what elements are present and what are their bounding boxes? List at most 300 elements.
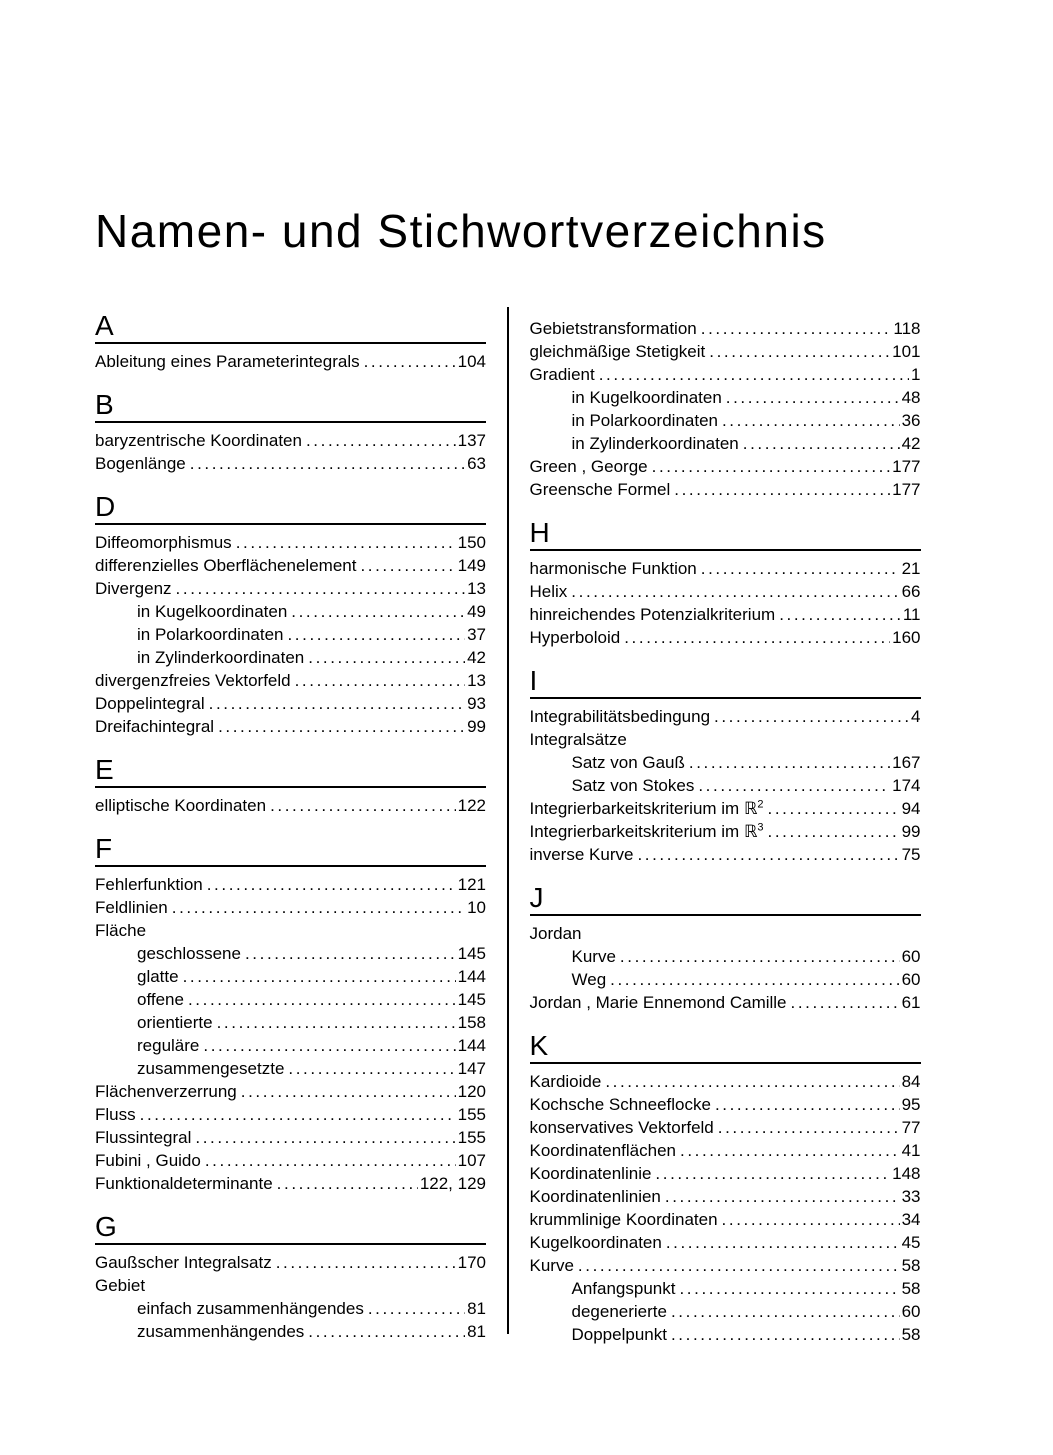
entry-label-text: gleichmäßige Stetigkeit <box>529 341 706 361</box>
entry-label-text: zusammenhängendes <box>137 1321 305 1341</box>
section-letter: G <box>95 1212 486 1245</box>
index-entry <box>530 945 921 968</box>
section-letter: F <box>95 834 486 867</box>
dot-leader <box>218 715 465 738</box>
index-entry <box>95 1034 486 1057</box>
index-section <box>95 390 486 475</box>
page-number: 148 <box>892 1163 921 1183</box>
entry-label <box>530 1208 718 1231</box>
index-entry <box>95 1080 486 1103</box>
index-entry <box>530 1139 921 1162</box>
dot-leader <box>718 1116 900 1139</box>
index-entry <box>530 843 921 866</box>
index-entry <box>95 1297 486 1320</box>
dot-leader <box>768 820 900 843</box>
page-number: 60 <box>901 969 921 989</box>
entry-label <box>530 1162 652 1185</box>
index-entry <box>95 554 486 577</box>
entry-label-text: Integralsätze <box>529 729 627 749</box>
entry-label <box>95 692 205 715</box>
entry-list <box>530 551 921 649</box>
entry-label <box>95 1172 273 1195</box>
index-entry <box>530 1162 921 1185</box>
dot-leader <box>287 623 465 646</box>
entry-label <box>137 1011 213 1034</box>
dot-leader <box>245 942 456 965</box>
entry-label-text: hinreichendes Potenzialkriterium <box>529 604 776 624</box>
dot-leader <box>364 350 456 373</box>
page-number: 81 <box>467 1298 486 1318</box>
page-number: 49 <box>467 601 486 621</box>
dot-leader <box>674 478 890 501</box>
page-number: 45 <box>901 1232 921 1252</box>
entry-label <box>95 554 356 577</box>
entry-label-text: Greensche Formel <box>529 479 671 499</box>
entry-label <box>530 626 621 649</box>
index-entry <box>530 968 921 991</box>
index-entry <box>530 409 921 432</box>
index-entry <box>95 1057 486 1080</box>
index-entry <box>530 1070 921 1093</box>
page-number: 174 <box>892 775 921 795</box>
page-number: 42 <box>467 647 486 667</box>
index-section <box>530 666 921 866</box>
index-entry <box>530 340 921 363</box>
entry-label-text: Integrierbarkeitskriterium im ℝ <box>529 821 758 841</box>
entry-label-text: in Zylinderkoordinaten <box>137 647 305 667</box>
page-number: 95 <box>901 1094 921 1114</box>
entry-label-text: reguläre <box>137 1035 200 1055</box>
dot-leader <box>689 751 890 774</box>
entry-label <box>530 922 582 945</box>
entry-label <box>137 965 179 988</box>
section-letter: H <box>530 518 921 551</box>
entry-label-text: Koordinatenflächen <box>529 1140 677 1160</box>
dot-leader <box>680 1139 900 1162</box>
index-entry <box>95 873 486 896</box>
entry-label-text: Integrabilitätsbedingung <box>529 706 711 726</box>
entry-list <box>95 1245 486 1343</box>
entry-label <box>572 968 607 991</box>
index-entry <box>530 626 921 649</box>
index-entry <box>530 751 921 774</box>
page-number: 120 <box>457 1081 486 1101</box>
dot-leader <box>665 1185 900 1208</box>
entry-label-text: Koordinatenlinie <box>529 1163 652 1183</box>
page-number: 58 <box>901 1324 921 1344</box>
entry-list <box>530 916 921 1014</box>
index-entry <box>530 705 921 728</box>
entry-label <box>572 1277 676 1300</box>
index-entry <box>95 794 486 817</box>
entry-label-text: Gaußscher Integralsatz <box>95 1252 272 1272</box>
page-title: Namen- und Stichwortverzeichnis <box>95 205 827 257</box>
index-entry <box>530 1208 921 1231</box>
entry-label-text: krummlinige Koordinaten <box>529 1209 718 1229</box>
entry-label <box>95 452 186 475</box>
page-number: 104 <box>457 351 486 371</box>
index-entry <box>530 820 921 843</box>
entry-label <box>530 557 697 580</box>
index-entry <box>95 692 486 715</box>
entry-list <box>95 788 486 817</box>
page-number: 149 <box>457 555 486 575</box>
dot-leader <box>714 705 909 728</box>
index-entry <box>95 350 486 373</box>
entry-label <box>530 1254 574 1277</box>
entry-label-text: Jordan <box>529 923 582 943</box>
index-entry <box>95 1320 486 1343</box>
dot-leader <box>368 1297 465 1320</box>
entry-label-text: in Polarkoordinaten <box>137 624 284 644</box>
entry-label-text: in Polarkoordinaten <box>571 410 718 430</box>
section-letter: K <box>530 1031 921 1064</box>
entry-label <box>530 1139 677 1162</box>
index-section <box>95 1212 486 1343</box>
entry-label <box>530 1093 711 1116</box>
page-number: 93 <box>467 693 486 713</box>
dot-leader <box>779 603 901 626</box>
dot-leader <box>722 1208 900 1231</box>
entry-label-text: Funktionaldeterminante <box>95 1173 273 1193</box>
index-entry <box>95 600 486 623</box>
section-letter: A <box>95 311 486 344</box>
dot-leader <box>360 554 455 577</box>
page-number: 122 <box>457 795 486 815</box>
dot-leader <box>270 794 456 817</box>
section-letter: I <box>530 666 921 699</box>
dot-leader <box>652 455 891 478</box>
page-number: 77 <box>901 1117 921 1137</box>
entry-label <box>95 350 360 373</box>
dot-leader <box>698 774 890 797</box>
entry-label <box>95 873 203 896</box>
page-number: 66 <box>901 581 921 601</box>
dot-leader <box>205 1149 456 1172</box>
entry-label <box>530 1116 714 1139</box>
index-section <box>530 1031 921 1346</box>
entry-label-text: geschlossene <box>137 943 241 963</box>
dot-leader <box>306 429 456 452</box>
index-section <box>530 883 921 1014</box>
entry-label <box>95 1103 136 1126</box>
entry-label-text: Koordinatenlinien <box>529 1186 661 1206</box>
entry-label-text: Kugelkoordinaten <box>529 1232 662 1252</box>
entry-label-text: differenzielles Oberflächenelement <box>95 555 357 575</box>
dot-leader <box>671 1300 900 1323</box>
entry-label <box>530 580 568 603</box>
index-section <box>530 311 921 501</box>
entry-label <box>137 1034 199 1057</box>
index-entry <box>95 669 486 692</box>
entry-label-text: degenerierte <box>571 1301 667 1321</box>
entry-list <box>530 699 921 866</box>
entry-label <box>137 1320 304 1343</box>
entry-label-text: Fläche <box>95 920 147 940</box>
entry-label-text: elliptische Koordinaten <box>95 795 267 815</box>
dot-leader <box>701 557 900 580</box>
dot-leader <box>288 1057 455 1080</box>
entry-label <box>137 623 283 646</box>
entry-label <box>137 646 304 669</box>
page-number: 155 <box>457 1104 486 1124</box>
dot-leader <box>610 968 899 991</box>
entry-label <box>530 455 648 478</box>
dot-leader <box>236 531 456 554</box>
dot-leader <box>578 1254 900 1277</box>
index-section <box>95 311 486 373</box>
page-number: 60 <box>901 1301 921 1321</box>
entry-label <box>95 577 172 600</box>
dot-leader <box>637 843 899 866</box>
page-number: 121 <box>457 874 486 894</box>
section-letter: B <box>95 390 486 423</box>
index-entry <box>95 1126 486 1149</box>
page-number: 99 <box>901 821 921 841</box>
dot-leader <box>207 873 456 896</box>
index-entry <box>95 988 486 1011</box>
entry-label <box>95 1149 201 1172</box>
entry-label <box>530 705 711 728</box>
page-number: 155 <box>457 1127 486 1147</box>
dot-leader <box>709 340 890 363</box>
entry-label-text: in Zylinderkoordinaten <box>571 433 739 453</box>
index-entry <box>530 1185 921 1208</box>
index-entry <box>95 452 486 475</box>
index-column-left <box>95 311 486 1346</box>
dot-leader <box>217 1011 456 1034</box>
page-number: 21 <box>901 558 921 578</box>
index-entry <box>530 922 921 945</box>
index-entry <box>530 386 921 409</box>
index-entry <box>530 1277 921 1300</box>
index-entry <box>95 715 486 738</box>
dot-leader <box>209 692 465 715</box>
page-number: 160 <box>892 627 921 647</box>
dot-leader <box>715 1093 900 1116</box>
entry-label <box>95 1251 272 1274</box>
entry-label-text: Fluss <box>95 1104 136 1124</box>
page-number: 60 <box>901 946 921 966</box>
index-section <box>95 755 486 817</box>
index-entry <box>95 531 486 554</box>
page-number: 75 <box>901 844 921 864</box>
index-entry <box>530 774 921 797</box>
page-number: 33 <box>901 1186 921 1206</box>
dot-leader <box>172 896 465 919</box>
entry-label <box>572 1323 667 1346</box>
entry-label <box>137 942 241 965</box>
entry-label <box>572 774 695 797</box>
dot-leader <box>671 1323 900 1346</box>
dot-leader <box>176 577 466 600</box>
entry-label <box>95 794 266 817</box>
entry-list <box>95 867 486 1195</box>
page-number: 11 <box>902 604 921 624</box>
index-entry <box>530 1300 921 1323</box>
entry-label <box>95 896 168 919</box>
page-number: 101 <box>892 341 921 361</box>
entry-label-text: Fehlerfunktion <box>95 874 203 894</box>
entry-label-text: Gebiet <box>95 1275 146 1295</box>
dot-leader <box>743 432 900 455</box>
entry-label-text: Kurve <box>529 1255 574 1275</box>
page-number: 10 <box>467 897 486 917</box>
page-number: 84 <box>901 1071 921 1091</box>
index-entry <box>530 478 921 501</box>
entry-label-text: Gebietstransformation <box>529 318 697 338</box>
dot-leader <box>624 626 890 649</box>
page-number: 144 <box>457 1035 486 1055</box>
page-number: 118 <box>893 318 921 338</box>
index-entry <box>95 1149 486 1172</box>
index-entry <box>95 623 486 646</box>
index-entry <box>530 1254 921 1277</box>
entry-label <box>95 715 214 738</box>
dot-leader <box>308 646 465 669</box>
index-entry <box>95 1172 486 1195</box>
entry-label <box>530 1231 662 1254</box>
page-number: 41 <box>901 1140 921 1160</box>
entry-label <box>572 386 722 409</box>
dot-leader <box>679 1277 899 1300</box>
page-number: 177 <box>892 456 921 476</box>
entry-superscript: 2 <box>757 797 764 810</box>
entry-label-text: einfach zusammenhängendes <box>137 1298 364 1318</box>
index-entry <box>530 1231 921 1254</box>
section-letter: D <box>95 492 486 525</box>
index-entry <box>95 1251 486 1274</box>
index-entry <box>95 965 486 988</box>
section-letter: E <box>95 755 486 788</box>
entry-list <box>95 423 486 475</box>
entry-label <box>95 1274 145 1297</box>
page-number: 58 <box>901 1255 921 1275</box>
page-number: 81 <box>467 1321 486 1341</box>
entry-label-text: zusammengesetzte <box>137 1058 285 1078</box>
dot-leader <box>599 363 909 386</box>
entry-label <box>530 991 787 1014</box>
index-entry <box>530 580 921 603</box>
index-entry <box>95 1103 486 1126</box>
index-entry <box>95 1274 486 1297</box>
entry-label <box>137 600 287 623</box>
index-section <box>95 834 486 1195</box>
entry-list <box>95 525 486 738</box>
page-number: 34 <box>901 1209 921 1229</box>
entry-label <box>572 945 616 968</box>
entry-label <box>530 317 697 340</box>
entry-label-text: divergenzfreies Vektorfeld <box>95 670 291 690</box>
entry-label-text: Kurve <box>571 946 616 966</box>
entry-label <box>530 363 595 386</box>
index-entry <box>95 919 486 942</box>
entry-label <box>95 429 302 452</box>
index-entry <box>530 603 921 626</box>
entry-label-text: Hyperboloid <box>529 627 621 647</box>
entry-label-text: orientierte <box>137 1012 213 1032</box>
index-entry <box>530 991 921 1014</box>
entry-label <box>530 340 706 363</box>
entry-label <box>95 1126 191 1149</box>
entry-label <box>572 432 739 455</box>
page-number: 13 <box>467 670 486 690</box>
page-number: 4 <box>911 706 921 726</box>
page-number: 122, 129 <box>419 1173 486 1193</box>
index-entry <box>95 896 486 919</box>
page-number: 144 <box>457 966 486 986</box>
index-entry <box>95 1011 486 1034</box>
page-number: 145 <box>457 989 486 1009</box>
entry-label <box>95 919 146 942</box>
entry-label <box>572 1300 667 1323</box>
entry-label-text: Helix <box>529 581 568 601</box>
entry-label <box>572 409 718 432</box>
page-number: 145 <box>457 943 486 963</box>
dot-leader <box>291 600 465 623</box>
entry-label-text: Bogenlänge <box>95 453 186 473</box>
page-number: 158 <box>457 1012 486 1032</box>
entry-label-text: Green , George <box>529 456 648 476</box>
entry-label-text: Doppelpunkt <box>571 1324 667 1344</box>
dot-leader <box>276 1251 456 1274</box>
entry-label <box>530 1185 661 1208</box>
entry-label-text: konservatives Vektorfeld <box>529 1117 714 1137</box>
dot-leader <box>277 1172 418 1195</box>
page-number: 37 <box>467 624 486 644</box>
index-section <box>95 492 486 738</box>
index-entry <box>530 363 921 386</box>
index-entry <box>95 646 486 669</box>
entry-list <box>530 311 921 501</box>
entry-label <box>95 1080 237 1103</box>
dot-leader <box>726 386 900 409</box>
entry-label-text: Satz von Gauß <box>571 752 685 772</box>
index-entry <box>530 728 921 751</box>
entry-label-text: Integrierbarkeitskriterium im ℝ <box>529 798 758 818</box>
page-number: 36 <box>901 410 921 430</box>
section-letter: J <box>530 883 921 916</box>
entry-label <box>530 1070 602 1093</box>
entry-label <box>530 797 764 820</box>
dot-leader <box>308 1320 465 1343</box>
entry-label-text: Diffeomorphismus <box>95 532 232 552</box>
page-number: 61 <box>901 992 921 1012</box>
dot-leader <box>666 1231 900 1254</box>
index-columns <box>95 311 922 1346</box>
entry-label-text: baryzentrische Koordinaten <box>95 430 302 450</box>
dot-leader <box>605 1070 899 1093</box>
index-entry <box>95 942 486 965</box>
entry-label-text: harmonische Funktion <box>529 558 697 578</box>
page-number: 107 <box>457 1150 486 1170</box>
entry-superscript: 3 <box>757 820 764 833</box>
entry-label-text: Doppelintegral <box>95 693 205 713</box>
index-entry <box>530 1116 921 1139</box>
entry-label <box>572 751 685 774</box>
entry-label-text: Satz von Stokes <box>571 775 695 795</box>
page-number: 99 <box>467 716 486 736</box>
dot-leader <box>195 1126 455 1149</box>
entry-label-text: Flussintegral <box>95 1127 192 1147</box>
dot-leader <box>655 1162 890 1185</box>
dot-leader <box>571 580 899 603</box>
index-entry <box>530 797 921 820</box>
index-entry <box>530 455 921 478</box>
index-entry <box>95 577 486 600</box>
page-number: 48 <box>901 387 921 407</box>
dot-leader <box>183 965 456 988</box>
